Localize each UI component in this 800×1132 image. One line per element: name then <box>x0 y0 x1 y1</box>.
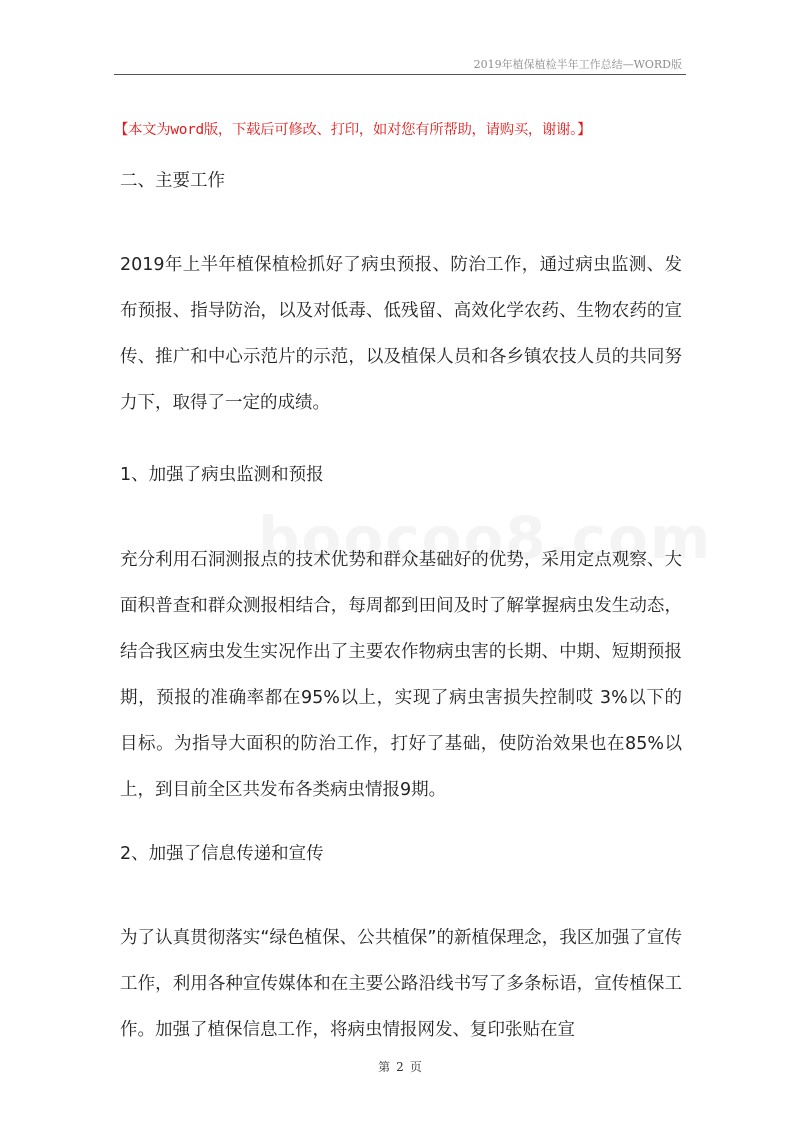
section-title: 二、主要工作 <box>120 171 225 191</box>
page-number: 2 <box>396 1060 404 1074</box>
download-notice: 【本文为word版，下载后可修改、打印，如对您有所帮助，请购买，谢谢。】 <box>114 122 592 138</box>
page-prefix: 第 <box>378 1060 391 1074</box>
header-divider <box>114 74 686 75</box>
page-suffix: 页 <box>409 1060 422 1074</box>
subsection-1-paragraph: 充分利用石洞测报点的技术优势和群众基础好的优势，采用定点观察、大面积普查和群众测报相结合，每周都到田间及时了解掌握病虫发生动态，结合我区病虫发生实况作出了主要农作物病虫害的长期、中期、短期预报期，预报的准确率都在95%以上，实现了病虫害损失控制哎 3%以下的目标。为指导大面积的防治工作，打好了基础，使防治效果也在85%以上，到目前全区共发布各类病虫情报9期。 <box>120 550 682 800</box>
subsection-2-paragraph: 为了认真贯彻落实“绿色植保、公共植保”的新植保理念，我区加强了宣传工作，利用各种宣传媒体和在主要公路沿线书写了多条标语，宣传植保工作。加强了植保信息工作，将病虫情报网发、复印张贴在宣 <box>120 928 682 1040</box>
subsection-1-title: 1、加强了病虫监测和预报 <box>120 465 324 485</box>
running-header-title: 2019年植保植检半年工作总结—WORD版 <box>473 58 682 71</box>
intro-paragraph: 2019年上半年植保植检抓好了病虫预报、防治工作，通过病虫监测、发布预报、指导防治，以及对低毒、低残留、高效化学农药、生物农药的宣传、推广和中心示范片的示范，以及植保人员和各乡镇农技人员的共同努力下，取得了一定的成绩。 <box>120 255 682 413</box>
page-footer <box>0 1058 800 1075</box>
subsection-2-title: 2、加强了信息传递和宣传 <box>120 844 324 864</box>
